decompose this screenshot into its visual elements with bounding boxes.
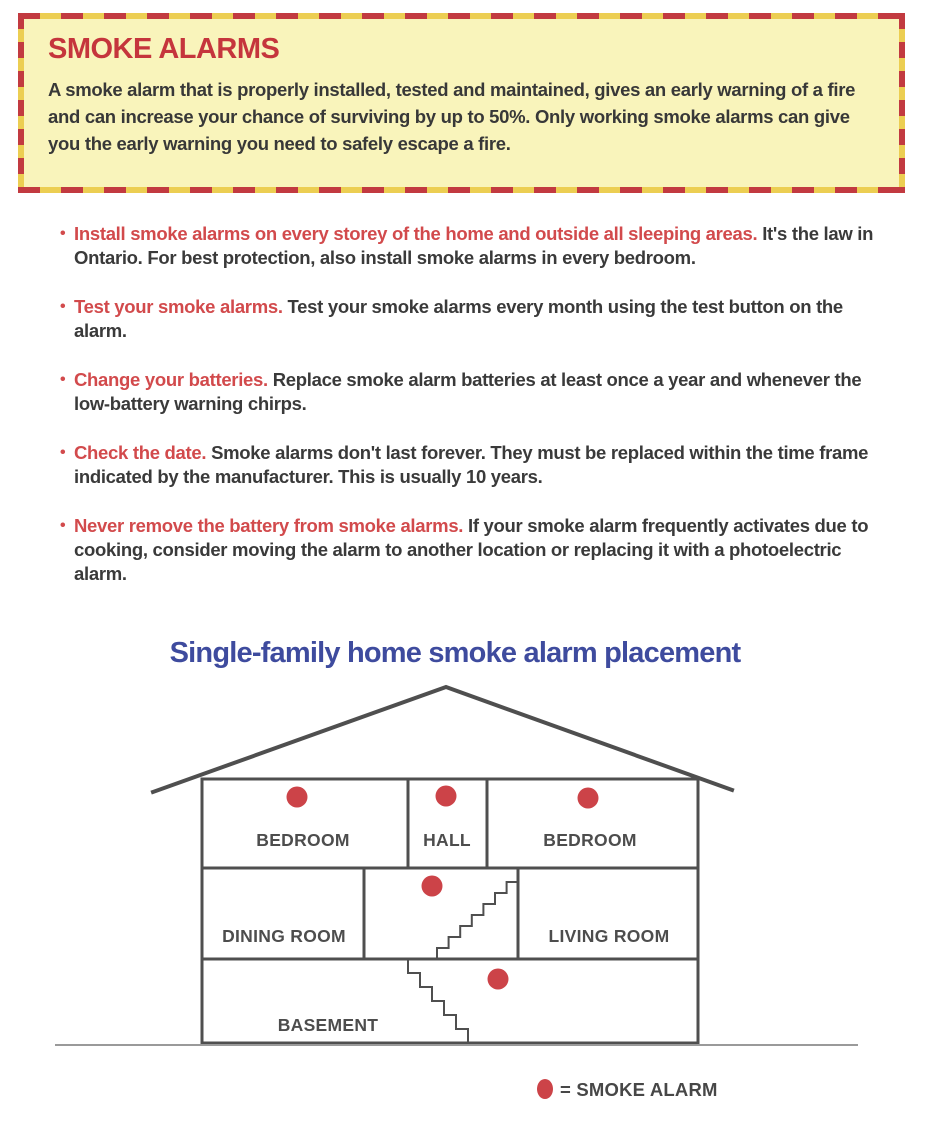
diagram-title: Single-family home smoke alarm placement (169, 637, 741, 669)
bullet-list (60, 222, 882, 611)
bullet-lead: Check the date. (74, 442, 207, 463)
bullet-lead: Change your batteries. (74, 369, 268, 390)
room-label-basement: BASEMENT (277, 1015, 379, 1035)
smoke-alarm-dot-hall (436, 786, 457, 807)
alert-body-bold-word: working (579, 106, 649, 127)
bullet-body: Test your smoke alarms every month using the test button on the alarm. (74, 296, 843, 341)
upper-staircase (437, 882, 518, 959)
smoke-alarms-alert-box (18, 13, 905, 193)
basement-staircase (408, 960, 480, 1043)
bullet-item-test (60, 295, 882, 343)
bullet-item-install (60, 222, 882, 270)
bullet-text (74, 514, 882, 586)
bullet-item-date (60, 441, 882, 489)
alert-body-text-2: smoke alarms can give you the early warning you need to safely escape a fire. (48, 106, 850, 154)
bullet-marker: • (60, 298, 66, 315)
bullet-lead: Never remove the battery from smoke alarms. (74, 515, 464, 536)
smoke-alarm-dot-stairwell (422, 876, 443, 897)
bullet-lead: Install smoke alarms on every storey of the home and outside all sleeping areas. (74, 223, 758, 244)
alert-content (24, 19, 899, 187)
bullet-body: Replace smoke alarm batteries at least once a year and whenever the low-battery warning chirps. (74, 369, 862, 414)
bullet-item-batteries (60, 368, 882, 416)
legend-smoke-alarm-icon (537, 1079, 553, 1099)
bullet-text (74, 222, 882, 270)
alert-body (48, 76, 875, 157)
room-label-living-room: LIVING ROOM (548, 926, 670, 946)
bullet-body: It's the law in Ontario. For best protection, also install smoke alarms in every bedroom. (74, 223, 874, 268)
smoke-alarm-dot-basement (488, 969, 509, 990)
bullet-marker: • (60, 444, 66, 461)
smoke-alarm-dot-bedroom-left (287, 787, 308, 808)
room-label-bedroom-left: BEDROOM (256, 830, 350, 850)
bullet-marker: • (60, 371, 66, 388)
bullet-marker: • (60, 225, 66, 242)
smoke-alarm-dot-bedroom-right (578, 788, 599, 809)
bullet-body: Smoke alarms don't last forever. They must be replaced within the time frame indicated by the manufacturer. This is usually 10 years. (74, 442, 869, 487)
house-outline (202, 779, 698, 1043)
roof-line (153, 687, 732, 792)
alert-border-right (899, 13, 905, 193)
bullet-text (74, 441, 882, 489)
bullet-body: If your smoke alarm frequently activates due to cooking, consider moving the alarm to another location or replacing it with a photoelectric alarm. (74, 515, 869, 584)
bullet-text (74, 368, 882, 416)
room-label-hall: HALL (423, 830, 471, 850)
room-label-bedroom-right: BEDROOM (543, 830, 637, 850)
house-diagram (0, 680, 928, 1125)
bullet-text (74, 295, 882, 343)
room-label-dining-room: DINING ROOM (222, 926, 346, 946)
alert-border-bottom (18, 187, 905, 193)
alert-title: SMOKE ALARMS (48, 33, 280, 65)
bullet-marker: • (60, 517, 66, 534)
legend-label: = SMOKE ALARM (560, 1079, 718, 1100)
alert-body-text-1: A smoke alarm that is properly installed, tested and maintained, gives an early warning of a fire and can increase your chance of surviving by up to 50%. Only (48, 79, 856, 127)
bullet-lead: Test your smoke alarms. (74, 296, 283, 317)
bullet-item-never-remove (60, 514, 882, 586)
